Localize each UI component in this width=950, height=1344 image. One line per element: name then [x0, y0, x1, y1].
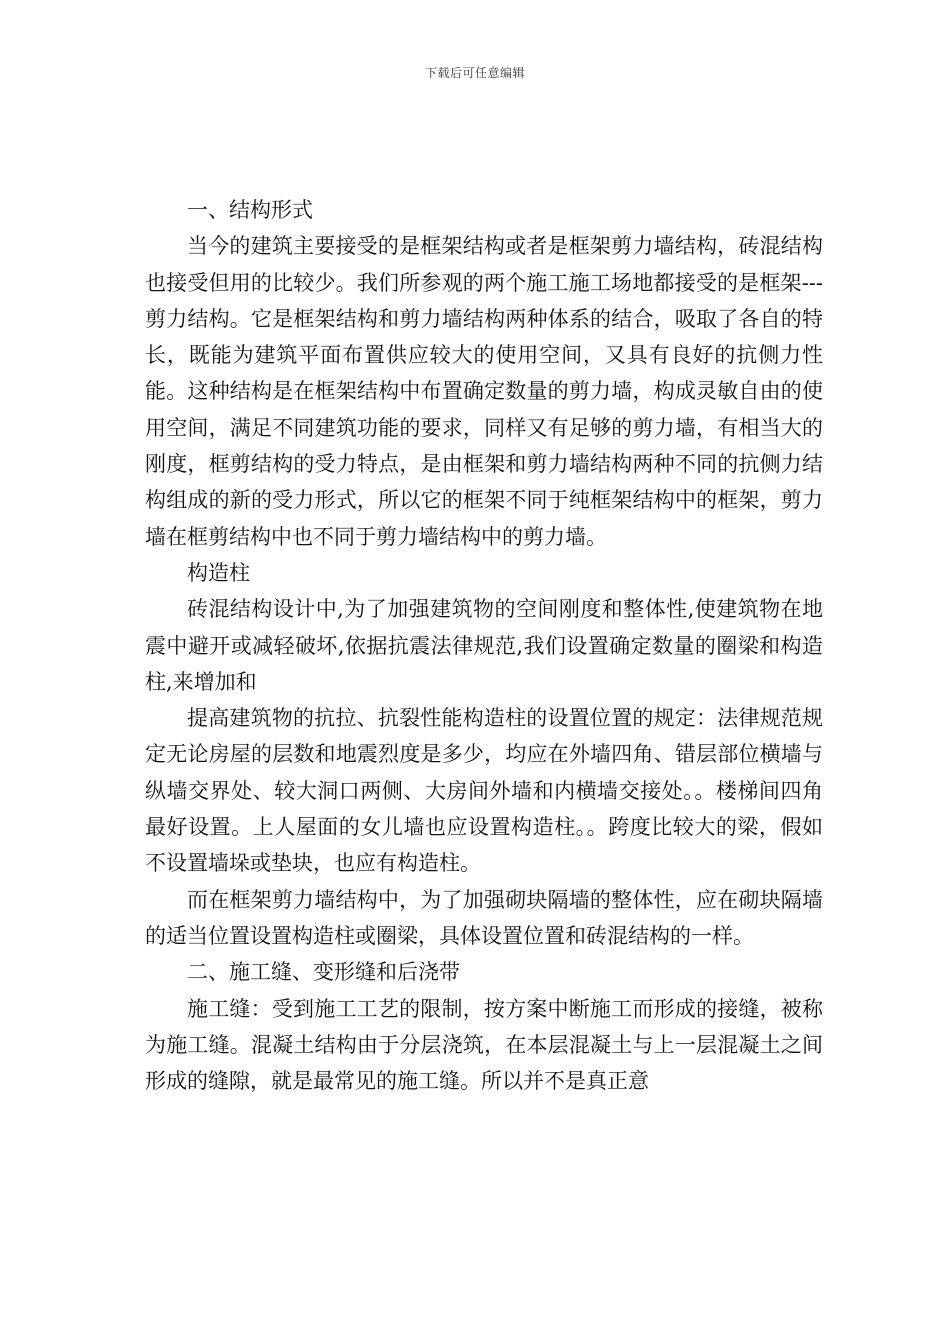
paragraph-block-partition-walls: 而在框架剪力墙结构中，为了加强砌块隔墙的整体性，应在砌块隔墙的适当位置设置构造柱或圈梁，具体设置位置和砖混结构的一样。: [145, 887, 823, 948]
paragraph-brick-concrete-design: 砖混结构设计中,为了加强建筑物的空间刚度和整体性,使建筑物在地震中避开或减轻破坏,依据抗震法律规范,我们设置确定数量的圈梁和构造柱,来增加和: [145, 597, 823, 694]
section-heading-structure-form: 一、结构形式: [187, 198, 313, 222]
paragraph-construction-joint: 施工缝：受到施工工艺的限制，按方案中断施工而形成的接缝，被称为施工缝。混凝土结构由于分层浇筑，在本层混凝土与上一层混凝土之间形成的缝隙，就是最常见的施工缝。所以并不是真正意: [145, 996, 823, 1094]
paragraph-frame-shear-wall: 当今的建筑主要接受的是框架结构或者是框架剪力墙结构，砖混结构也接受但用的比较少。我们所参观的两个施工施工场地都接受的是框架---剪力结构。它是框架结构和剪力墙结构两种体系的结合，吸取了各自的特长，既能为建筑平面布置供应较大的使用空间，又具有良好的抗侧力性能。这种结构是在框架结构中布置确定数量的剪力墙，构成灵敏自由的使用空间，满足不同建筑功能的要求，同样又有足够的剪力墙，有相当大的刚度，框剪结构的受力特点，是由框架和剪力墙结构两种不同的抗侧力结构组成的新的受力形式，所以它的框架不同于纯框架结构中的框架，剪力墙在框剪结构中也不同于剪力墙结构中的剪力墙。: [145, 234, 823, 549]
document-body: [145, 192, 823, 1099]
header-note: 下载后可任意编辑: [424, 66, 525, 80]
subheading-constructional-column: 构造柱: [187, 560, 250, 585]
section-heading-joints: 二、施工缝、变形缝和后浇带: [187, 960, 460, 985]
paragraph-column-placement-rules: 提高建筑物的抗拉、抗裂性能构造柱的设置位置的规定：法律规范规定无论房屋的层数和地震烈度是多少，均应在外墙四角、错层部位横墙与纵墙交界处、较大洞口两侧、大房间外墙和内横墙交接处。。楼梯间四角最好设置。上人屋面的女儿墙也应设置构造柱。。跨度比较大的梁，假如不设置墙垛或垫块，也应有构造柱。: [145, 706, 823, 876]
